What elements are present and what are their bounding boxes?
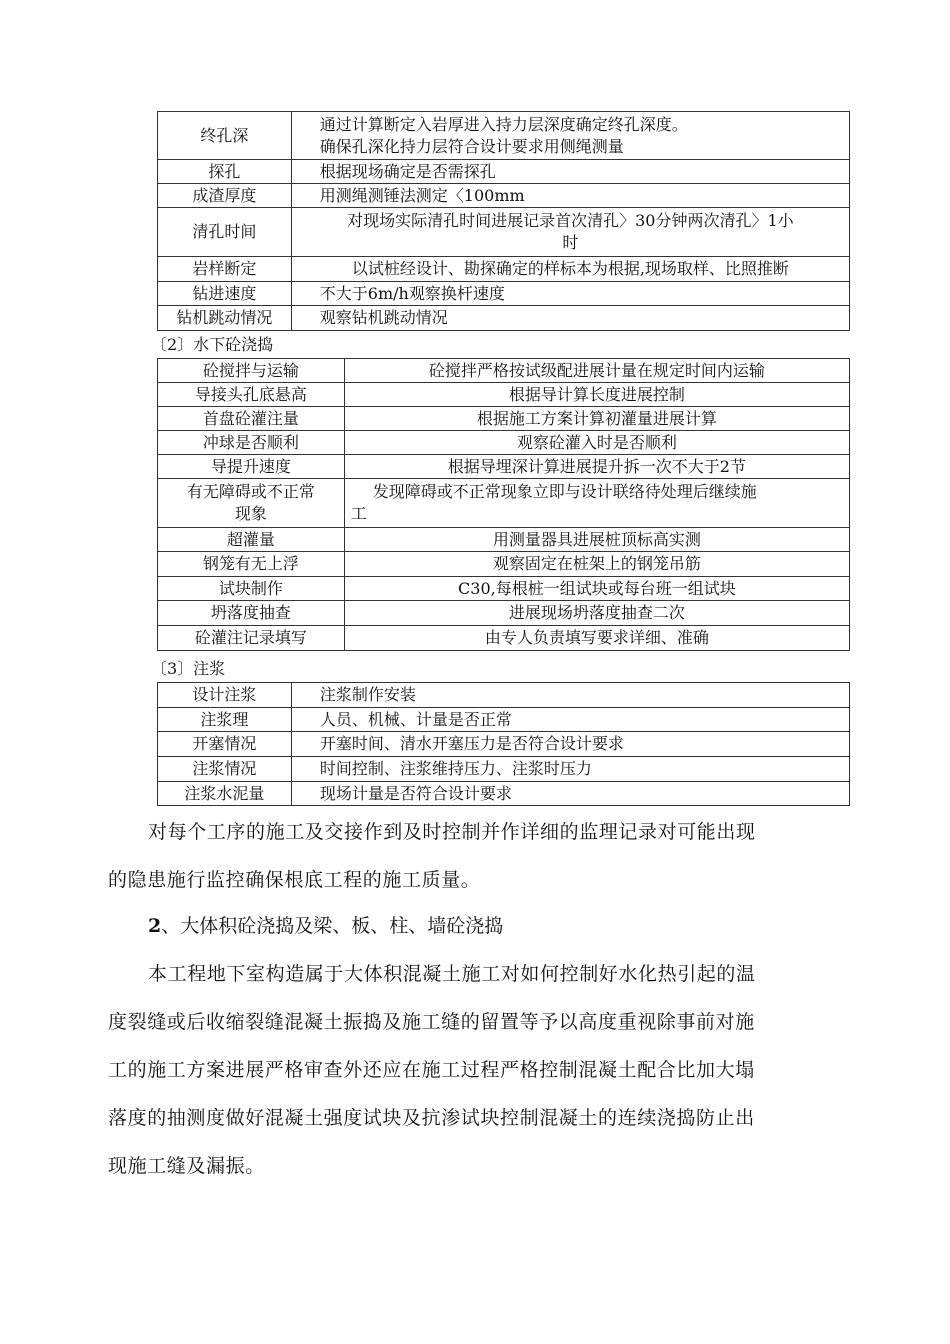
row-label: 砼灌注记录填写 xyxy=(158,626,345,651)
table-row xyxy=(158,455,850,479)
paragraph-line: 度裂缝或后收缩裂缝混凝土振捣及施工缝的留置等予以高度重视除事前对施 xyxy=(108,1011,755,1033)
table-drilling xyxy=(157,111,850,331)
line-text: 对每个工序的施工及交接作到及时控制并作详细的监理记录对可能出现 xyxy=(148,821,756,843)
row-value: 用测量器具进展桩顶标高实测 xyxy=(344,528,849,552)
table-row xyxy=(158,208,850,257)
row-label: 钻机跳动情况 xyxy=(158,306,292,331)
paragraph-line xyxy=(108,808,848,856)
label-line: 有无障碍或不正常 xyxy=(186,482,315,501)
section-heading-mass-concrete xyxy=(148,911,503,941)
table-row xyxy=(158,306,850,331)
row-value: 时间控制、注浆维持压力、注浆时压力 xyxy=(291,757,849,782)
row-label: 岩样断定 xyxy=(158,257,292,282)
table-row xyxy=(158,383,850,407)
row-value xyxy=(291,208,849,257)
row-label: 成渣厚度 xyxy=(158,184,292,208)
row-label: 设计注浆 xyxy=(158,683,292,708)
value-line: 对现场实际清孔时间进展记录首次清孔〉30分钟两次清孔〉1小 xyxy=(347,211,794,230)
row-label: 探孔 xyxy=(158,160,292,184)
table-row xyxy=(158,112,850,160)
table-row xyxy=(158,552,850,577)
paragraph-mass-concrete xyxy=(108,950,848,1190)
row-value: 观察固定在桩架上的钢笼吊筋 xyxy=(344,552,849,577)
value-line: 时 xyxy=(562,233,579,252)
row-label: 终孔深 xyxy=(158,112,292,160)
row-value: 用测绳测锤法测定〈100mm xyxy=(291,184,849,208)
row-label: 首盘砼灌注量 xyxy=(158,407,345,431)
paragraph-line: 落度的抽测度做好混凝土强度试块及抗渗试块控制混凝土的连续浇捣防止出 xyxy=(108,1107,755,1129)
table-row xyxy=(158,601,850,626)
heading-number: 2 xyxy=(148,915,162,937)
paragraph-supervision xyxy=(108,808,848,904)
row-value xyxy=(344,479,849,528)
table-underwater-concrete xyxy=(157,358,850,651)
row-label: 注浆理 xyxy=(158,708,292,732)
section-title-underwater-concrete: 〔2〕水下砼浇捣 xyxy=(151,335,274,354)
row-value: 根据施工方案计算初灌量进展计算 xyxy=(344,407,849,431)
paragraph-line: 工的施工方案进展严格审查外还应在施工过程严格控制混凝土配合比加大塌 xyxy=(108,1059,755,1081)
row-value: C30,每根桩一组试块或每台班一组试块 xyxy=(344,577,849,601)
row-value: 不大于6m/h观察换杆速度 xyxy=(291,282,849,306)
table-row xyxy=(158,407,850,431)
row-value: 进展现场坍落度抽查二次 xyxy=(344,601,849,626)
table-grouting xyxy=(157,682,850,806)
row-value: 根据导埋深计算进展提升拆一次不大于2节 xyxy=(344,455,849,479)
row-value: 以试桩经设计、勘探确定的样标本为根据,现场取样、比照推断 xyxy=(291,257,849,282)
table-row xyxy=(158,626,850,651)
row-label: 注浆水泥量 xyxy=(158,782,292,806)
row-value: 现场计量是否符合设计要求 xyxy=(291,782,849,806)
table-row xyxy=(158,708,850,732)
row-value: 注浆制作安装 xyxy=(291,683,849,708)
row-label: 钻进速度 xyxy=(158,282,292,306)
value-line: 确保孔深化持力层符合设计要求用侧绳测量 xyxy=(319,136,624,156)
table-row xyxy=(158,732,850,757)
row-value: 开塞时间、清水开塞压力是否符合设计要求 xyxy=(291,732,849,757)
row-value: 由专人负责填写要求详细、准确 xyxy=(344,626,849,651)
table-row xyxy=(158,184,850,208)
section-title-grouting: 〔3〕注浆 xyxy=(151,659,226,678)
row-label: 冲球是否顺利 xyxy=(158,431,345,455)
table-row xyxy=(158,257,850,282)
row-label: 注浆情况 xyxy=(158,757,292,782)
row-value: 根据现场确定是否需探孔 xyxy=(291,160,849,184)
table-row xyxy=(158,577,850,601)
table-row xyxy=(158,683,850,708)
table-row xyxy=(158,359,850,383)
line-text: 本工程地下室构造属于大体积混凝土施工对如何控制好水化热引起的温 xyxy=(148,963,756,985)
row-label: 开塞情况 xyxy=(158,732,292,757)
row-label: 钢笼有无上浮 xyxy=(158,552,345,577)
row-value: 根据导计算长度进展控制 xyxy=(344,383,849,407)
table-row xyxy=(158,782,850,806)
row-label: 坍落度抽查 xyxy=(158,601,345,626)
paragraph-line: 的隐患施行监控确保根底工程的施工质量。 xyxy=(108,869,481,891)
row-label: 导接头孔底悬高 xyxy=(158,383,345,407)
row-value: 观察钻机跳动情况 xyxy=(291,306,849,331)
table-row xyxy=(158,528,850,552)
heading-text: 、大体积砼浇捣及梁、板、柱、墙砼浇捣 xyxy=(161,915,504,937)
row-value: 砼搅拌严格按试级配进展计量在规定时间内运输 xyxy=(344,359,849,383)
value-line: 发现障碍或不正常现象立即与设计联络待处理后继续施 xyxy=(372,482,757,501)
row-label: 清孔时间 xyxy=(158,208,292,257)
value-line: 通过计算断定入岩厚进入持力层深度确定终孔深度。 xyxy=(319,114,688,134)
row-label xyxy=(158,479,345,528)
row-value xyxy=(291,112,849,160)
row-label: 超灌量 xyxy=(158,528,345,552)
table-row xyxy=(158,757,850,782)
value-line: 工 xyxy=(350,504,367,523)
row-value: 观察砼灌入时是否顺利 xyxy=(344,431,849,455)
row-label: 导提升速度 xyxy=(158,455,345,479)
table-row xyxy=(158,431,850,455)
row-value: 人员、机械、计量是否正常 xyxy=(291,708,849,732)
paragraph-line xyxy=(108,950,848,998)
row-label: 砼搅拌与运输 xyxy=(158,359,345,383)
table-row xyxy=(158,479,850,528)
table-row xyxy=(158,160,850,184)
row-label: 试块制作 xyxy=(158,577,345,601)
table-row xyxy=(158,282,850,306)
paragraph-line: 现施工缝及漏振。 xyxy=(108,1155,265,1177)
label-line: 现象 xyxy=(234,504,267,523)
